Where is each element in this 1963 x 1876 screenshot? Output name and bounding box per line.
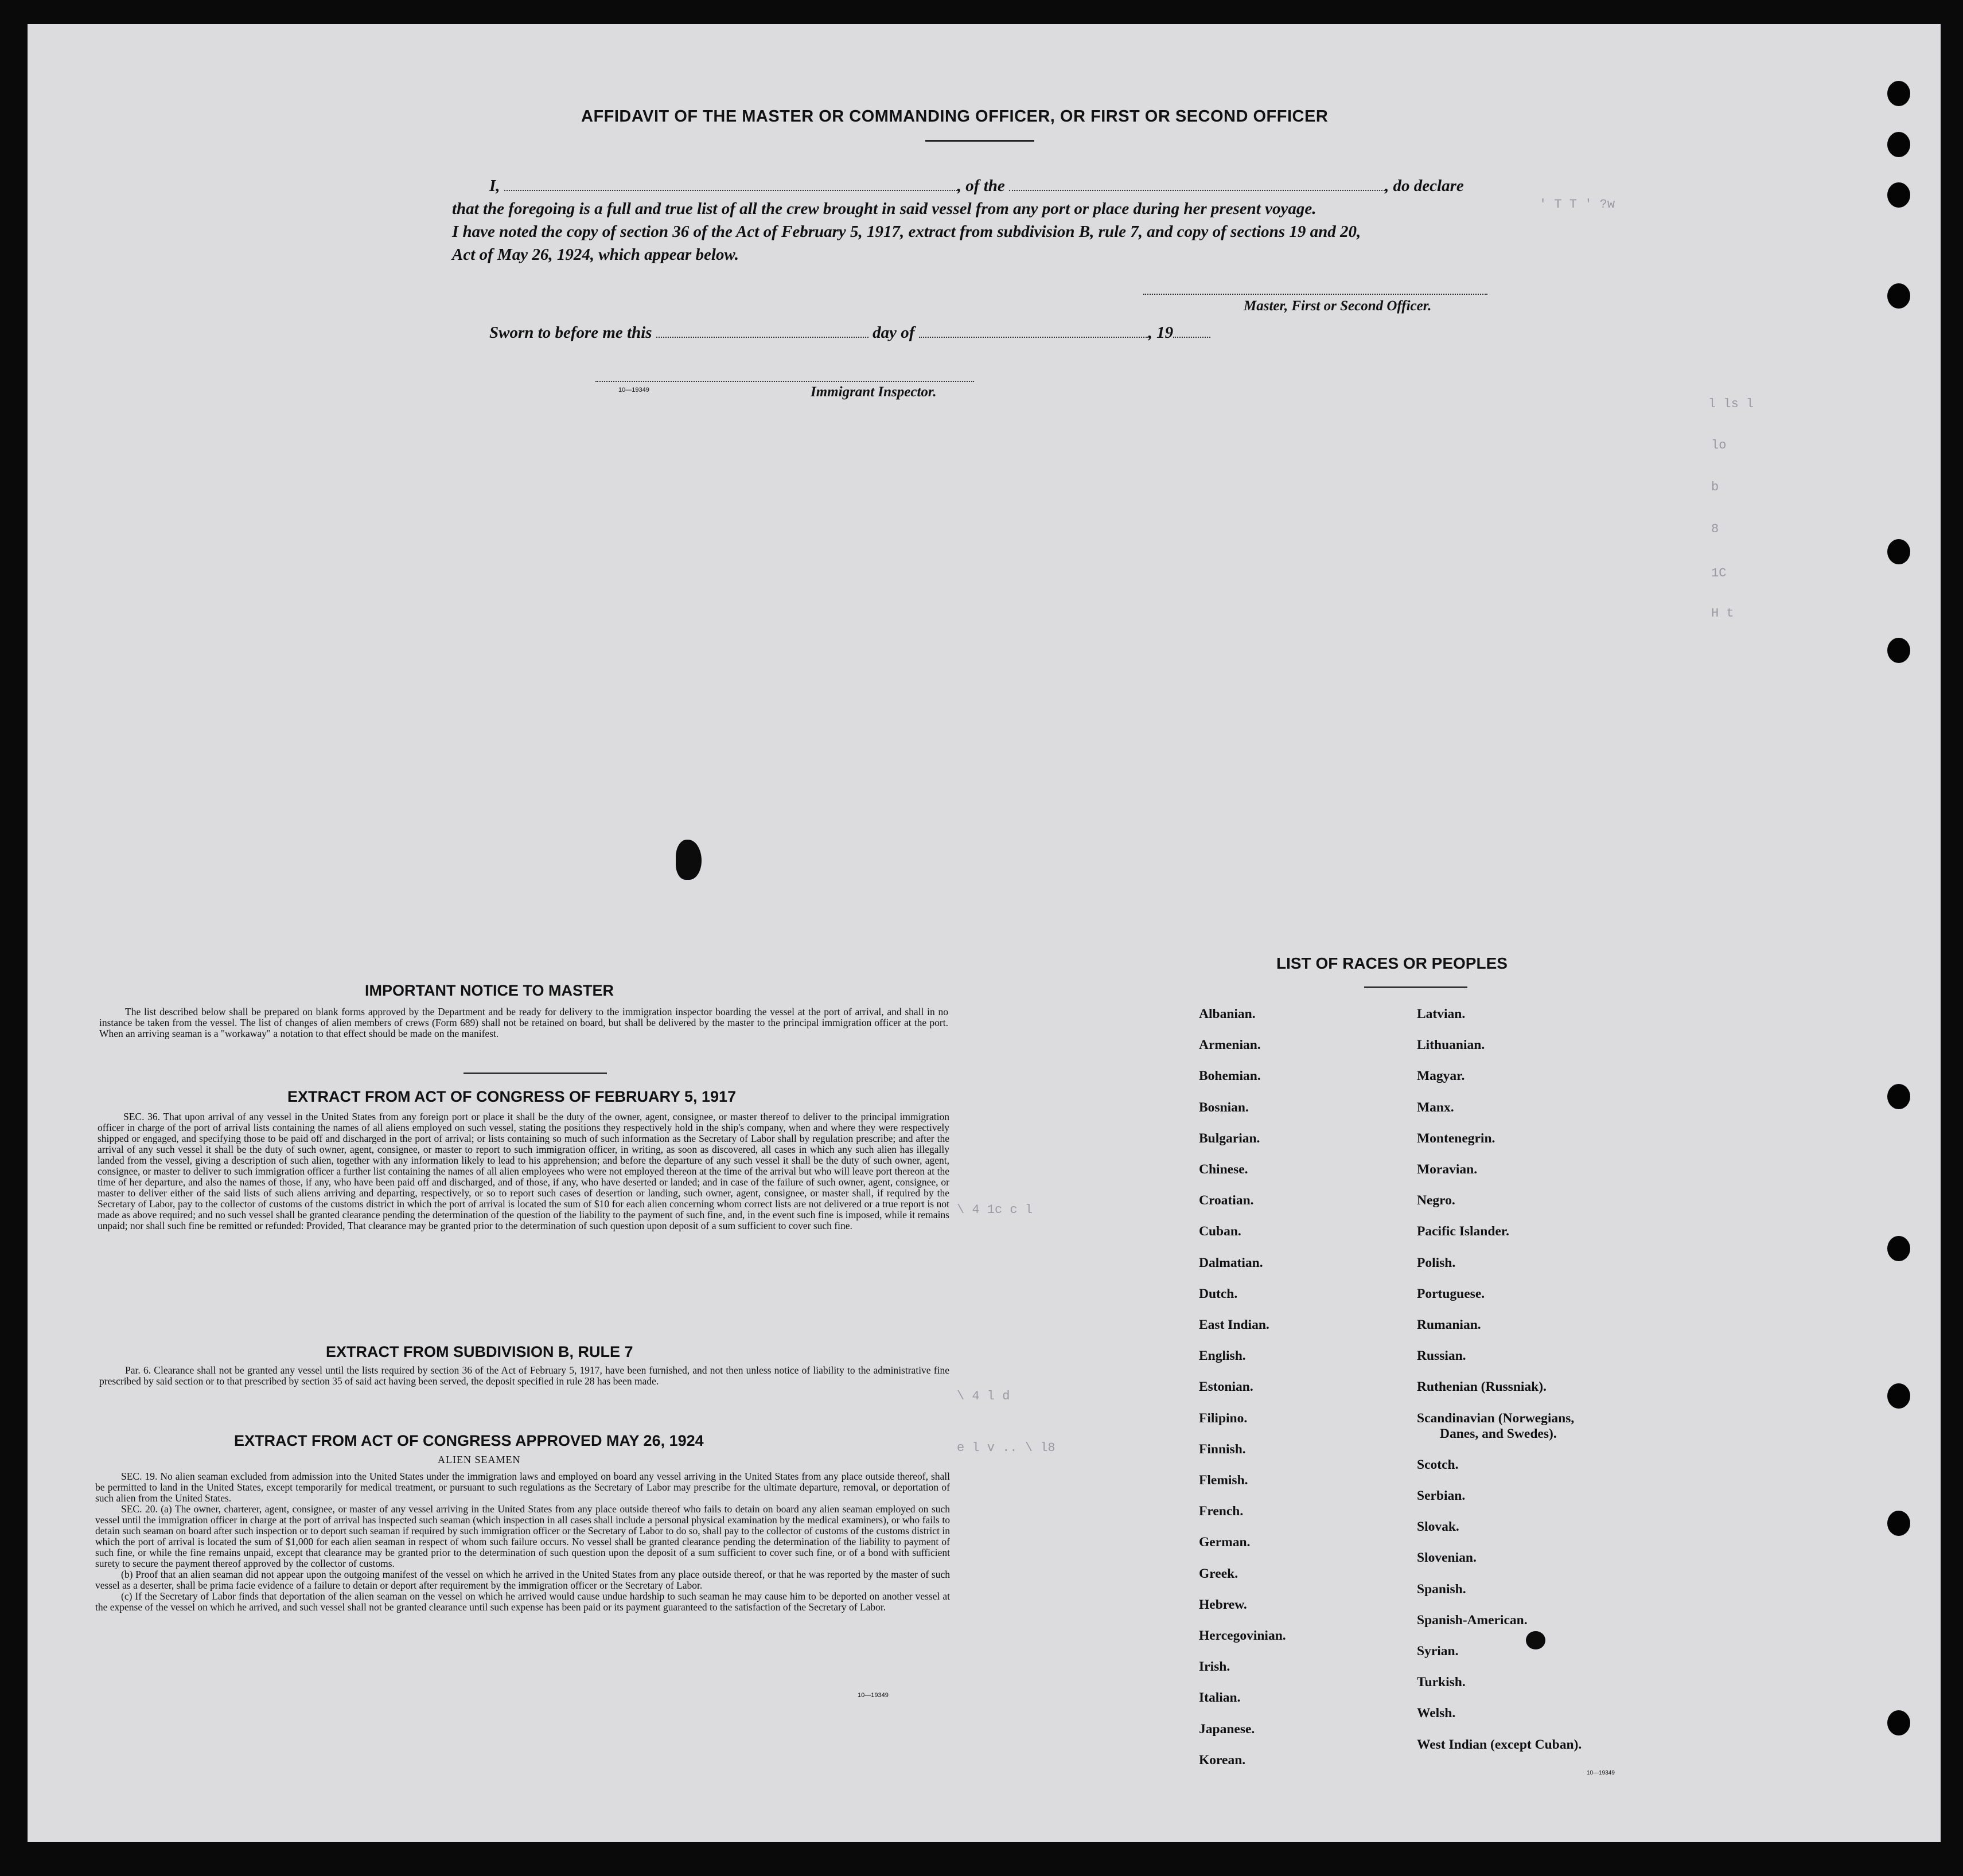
race-item: English.	[1199, 1348, 1246, 1364]
race-item: Chinese.	[1199, 1162, 1248, 1177]
bleed-through-text: 8	[1711, 522, 1719, 536]
race-item: Pacific Islander.	[1417, 1224, 1510, 1239]
extract-1924-body	[95, 1471, 950, 1613]
master-signature-label: Master, First or Second Officer.	[1244, 298, 1432, 314]
race-item: Negro.	[1417, 1193, 1455, 1208]
sworn-label: Sworn to before me this	[489, 323, 652, 342]
race-item: Polish.	[1417, 1255, 1456, 1270]
section-20c-text: (c) If the Secretary of Labor finds that deportation of the alien seaman on the vessel on which he arrived would cause undue hardship to such seaman he may cause him to be deported on another vessel at the expense of the vessel on which he arrived, and such vessel shall not be granted clearance until such expense has been paid or its payment guaranteed to the satisfaction of the Secretary of Labor.	[95, 1590, 950, 1613]
punch-hole	[1887, 1236, 1910, 1261]
sworn-day-blank[interactable]	[656, 324, 868, 338]
inspector-signature-blank[interactable]	[595, 381, 974, 382]
race-item: Flemish.	[1199, 1473, 1248, 1488]
punch-hole	[1887, 1710, 1910, 1735]
race-item: Cuban.	[1199, 1224, 1241, 1239]
punch-hole	[1887, 283, 1910, 309]
do-declare-label: , do declare	[1385, 177, 1464, 195]
affidavit-title: AFFIDAVIT OF THE MASTER OR COMMANDING OFFICER, OR FIRST OR SECOND OFFICER	[581, 107, 1329, 126]
punch-hole	[1887, 182, 1910, 208]
race-item: West Indian (except Cuban).	[1417, 1737, 1582, 1752]
ink-blot	[1526, 1631, 1545, 1649]
bleed-through-text: \ 4 l d	[957, 1389, 1010, 1403]
race-item: Latvian.	[1417, 1007, 1466, 1021]
declarant-prefix: I,	[489, 177, 500, 195]
race-item: French.	[1199, 1504, 1244, 1519]
race-item: Welsh.	[1417, 1706, 1456, 1721]
year-prefix: , 19	[1148, 323, 1174, 342]
race-item: Finnish.	[1199, 1441, 1246, 1457]
race-item: Irish.	[1199, 1659, 1230, 1675]
title-divider	[925, 140, 1034, 142]
race-item: Magyar.	[1417, 1068, 1465, 1084]
race-item: Bulgarian.	[1199, 1130, 1260, 1146]
notice-paragraph: The list described below shall be prepared on blank forms approved by the Department and be ready for delivery to the immigration inspector boarding the vessel at the port of arrival, and shall in no instance be taken from the vessel. The list of changes of alien members of crews (Form 689) shall not be retained on board, but shall be delivered by the master to the principal immigration officer at the port. When an arriving seaman is a "workaway" a notation to that effect should be made on the manifest.	[99, 1006, 948, 1039]
punch-hole	[1887, 539, 1910, 564]
race-item: Moravian.	[1417, 1162, 1478, 1177]
bleed-through-text: l ls l	[1708, 397, 1754, 411]
race-item: Scandinavian (Norwegians,	[1417, 1410, 1575, 1426]
section-20a-text: SEC. 20. (a) The owner, charterer, agent, consignee, or master of any vessel arriving in the United States from any place outside thereof who fails to detain on board any alien seaman employed on such vessel until the immigration officer in charge at the port of arrival has inspected such seaman (which inspection in all cases shall include a personal physical examination by the medical examiners), or who fails to detain such seaman on board after such inspection or to deport such seaman if required by such immigration officer or the Secretary of Labor to do so, shall pay to the collector of customs of the customs district in which the port of arrival is located the sum of $1,000 for each alien seaman in respect of whom such failure occurs. No vessel shall be granted clearance pending the determination of the liability to payment of such fine, or while the fine remains unpaid, except that clearance may be granted prior to the determination of such question upon the deposit of a sum sufficient to cover such fine, or of a bond with sufficient surety to secure the payment thereof approved by the collector of customs.	[95, 1503, 950, 1569]
section-19-text: SEC. 19. No alien seaman excluded from admission into the United States under the immigration laws and employed on board any vessel arriving in the United States from any place outside thereof, shall be permitted to land in the United States, except temporarily for medical treatment, or pursuant to such regulations as the Secretary of Labor may prescribe for the ultimate departure, removal, or deportation of such alien from the United States.	[95, 1471, 950, 1504]
race-item: Japanese.	[1199, 1721, 1255, 1737]
punch-hole	[1887, 1511, 1910, 1536]
section-36-text: SEC. 36. That upon arrival of any vessel in the United States from any foreign port or place it shall be the duty of the owner, agent, consignee, or master thereof to deliver to the principal immigration officer in charge of the port of arrival lists containing the names of all aliens employed on such vessel, stating the positions they respectively hold in the ship's company, when and where they were respectively shipped or engaged, and specifying those to be paid off and discharged in the port of arrival; or lists containing so much of such information as the Secretary of Labor shall by regulation prescribe; and after the arrival of any such vessel it shall be the duty of such owner, agent, consignee, or master to report to such immigration officer, in writing, as soon as discovered, all cases in which any such alien has illegally landed from the vessel, giving a description of such alien, together with any information likely to lead to his apprehension; and before the departure of any such vessel it shall be the duty of such owner, agent, consignee, or master to deliver to such immigration officer a further list containing the names of all alien employees who were not employed thereon at the time of the arrival but who will leave port thereon at the time of her departure, and also the names of those, if any, who have been paid off and discharged, and of those, if any, who have deserted or landed; and in case of the failure of such owner, agent, consignee, or master to deliver either of the said lists of such aliens arriving and departing, respectively, or so to report such cases of desertion or landing, such owner, agent, consignee, or master shall, if required by the Secretary of Labor, pay to the collector of customs of the customs district in which the port of arrival is located the sum of $10 for each alien concerning whom correct lists are not delivered or a true report is not made as above required; and no such vessel shall be granted clearance pending the determination of the question of the liability to the payment of such fine, and, in the event such fine is imposed, while it remains unpaid; nor shall such fine be remitted or refunded: Provided, That clearance may be granted prior to the determination of such question upon deposit of a sum sufficient to cover such fine.	[98, 1111, 949, 1231]
bleed-through-text: b	[1711, 480, 1719, 494]
race-item: Spanish.	[1417, 1581, 1466, 1597]
race-item: Ruthenian (Russniak).	[1417, 1379, 1547, 1395]
race-item: Slovenian.	[1417, 1550, 1477, 1566]
race-item: Serbian.	[1417, 1488, 1466, 1503]
declaration-line-4: Act of May 26, 1924, which appear below.	[452, 245, 739, 264]
race-item: Armenian.	[1199, 1038, 1261, 1053]
race-item: Turkish.	[1417, 1675, 1466, 1690]
extract-rule-7-body	[99, 1365, 949, 1387]
extract-1917-body	[98, 1111, 949, 1231]
race-item: Estonian.	[1199, 1379, 1253, 1395]
race-item: Scotch.	[1417, 1457, 1459, 1472]
punch-hole	[1887, 1084, 1910, 1109]
of-the-label: , of the	[957, 177, 1005, 195]
inspector-label: Immigrant Inspector.	[811, 384, 937, 400]
race-item: Montenegrin.	[1417, 1130, 1495, 1146]
race-item: East Indian.	[1199, 1317, 1269, 1332]
race-item: Dalmatian.	[1199, 1255, 1263, 1270]
race-item: Rumanian.	[1417, 1317, 1481, 1332]
extract-rule-7-title: EXTRACT FROM SUBDIVISION B, RULE 7	[326, 1343, 633, 1360]
declaration-line-3: I have noted the copy of section 36 of the Act of February 5, 1917, extract from subdivision B, rule 7, and copy of sections 19 and 20,	[452, 223, 1361, 241]
notice-body	[99, 1007, 948, 1039]
section-divider	[464, 1072, 607, 1074]
race-item: Hebrew.	[1199, 1597, 1247, 1612]
vessel-name-blank[interactable]	[1009, 177, 1385, 191]
race-item: Bosnian.	[1199, 1099, 1249, 1115]
bleed-through-text: \ 4 1c c l	[957, 1203, 1033, 1217]
day-of-label: day of	[873, 323, 915, 342]
race-item: Syrian.	[1417, 1644, 1459, 1659]
punch-hole	[1887, 81, 1910, 106]
affidavit-declaration	[452, 174, 1542, 266]
race-item: Spanish-American.	[1417, 1612, 1528, 1628]
master-signature-blank[interactable]	[1143, 294, 1487, 295]
form-code: 10—19349	[1587, 1770, 1615, 1776]
form-page	[28, 24, 1941, 1842]
race-item: Russian.	[1417, 1348, 1466, 1364]
extract-1917-title: EXTRACT FROM ACT OF CONGRESS OF FEBRUARY 5, 1917	[287, 1088, 737, 1105]
form-code: 10—19349	[858, 1692, 889, 1699]
punch-hole	[1887, 132, 1910, 157]
alien-seamen-subtitle: ALIEN SEAMEN	[438, 1454, 521, 1465]
ink-blot	[676, 840, 702, 880]
section-20b-text: (b) Proof that an alien seaman did not appear upon the outgoing manifest of the vessel on which he arrived in the United States from any place outside thereof, or that he was reported by the master of such vessel as a deserter, shall be prima facie evidence of a failure to detain or deport after requirement by the immigration officer or the Secretary of Labor.	[95, 1569, 950, 1591]
race-item: Bohemian.	[1199, 1068, 1261, 1084]
race-item: Greek.	[1199, 1566, 1238, 1581]
race-item: Croatian.	[1199, 1193, 1254, 1208]
declarant-name-blank[interactable]	[504, 177, 957, 191]
race-item: Filipino.	[1199, 1410, 1248, 1426]
punch-hole	[1887, 638, 1910, 663]
notice-title: IMPORTANT NOTICE TO MASTER	[365, 982, 614, 999]
punch-hole	[1887, 1383, 1910, 1409]
race-item: Danes, and Swedes).	[1440, 1426, 1557, 1441]
race-item: Korean.	[1199, 1752, 1246, 1768]
bleed-through-text: ' T T ' ?w	[1539, 197, 1615, 212]
paragraph-6-text: Par. 6. Clearance shall not be granted any vessel until the lists required by section 36 of the Act of February 5, 1917, have been furnished, and not then unless notice of liability to the administrative fine prescribed by said section or to that prescribed by section 35 of said act having been served, the deposit specified in rule 28 has been made.	[99, 1364, 949, 1387]
race-item: German.	[1199, 1535, 1251, 1550]
declaration-line-1	[452, 174, 1542, 197]
sworn-statement	[489, 323, 1210, 342]
race-item: Manx.	[1417, 1099, 1454, 1115]
declaration-line-2: that the foregoing is a full and true list of all the crew brought in said vessel from any port or place during her present voyage.	[452, 200, 1317, 218]
races-divider	[1364, 986, 1467, 988]
race-item: Slovak.	[1417, 1519, 1459, 1535]
form-code: 10—19349	[618, 387, 649, 393]
race-item: Hercegovinian.	[1199, 1628, 1286, 1643]
extract-1924-title: EXTRACT FROM ACT OF CONGRESS APPROVED MAY 26, 1924	[234, 1432, 704, 1449]
races-title: LIST OF RACES OR PEOPLES	[1276, 954, 1508, 972]
race-item: Italian.	[1199, 1690, 1241, 1706]
sworn-year-blank[interactable]	[1173, 324, 1210, 338]
race-item: Lithuanian.	[1417, 1038, 1485, 1053]
race-item: Portuguese.	[1417, 1286, 1485, 1301]
race-item: Albanian.	[1199, 1007, 1256, 1021]
race-item: Dutch.	[1199, 1286, 1238, 1301]
bleed-through-text: lo	[1711, 438, 1727, 453]
bleed-through-text: 1C	[1711, 566, 1727, 580]
bleed-through-text: H t	[1711, 606, 1734, 621]
bleed-through-text: e l v .. \ l8	[957, 1441, 1055, 1455]
sworn-month-blank[interactable]	[919, 324, 1148, 338]
